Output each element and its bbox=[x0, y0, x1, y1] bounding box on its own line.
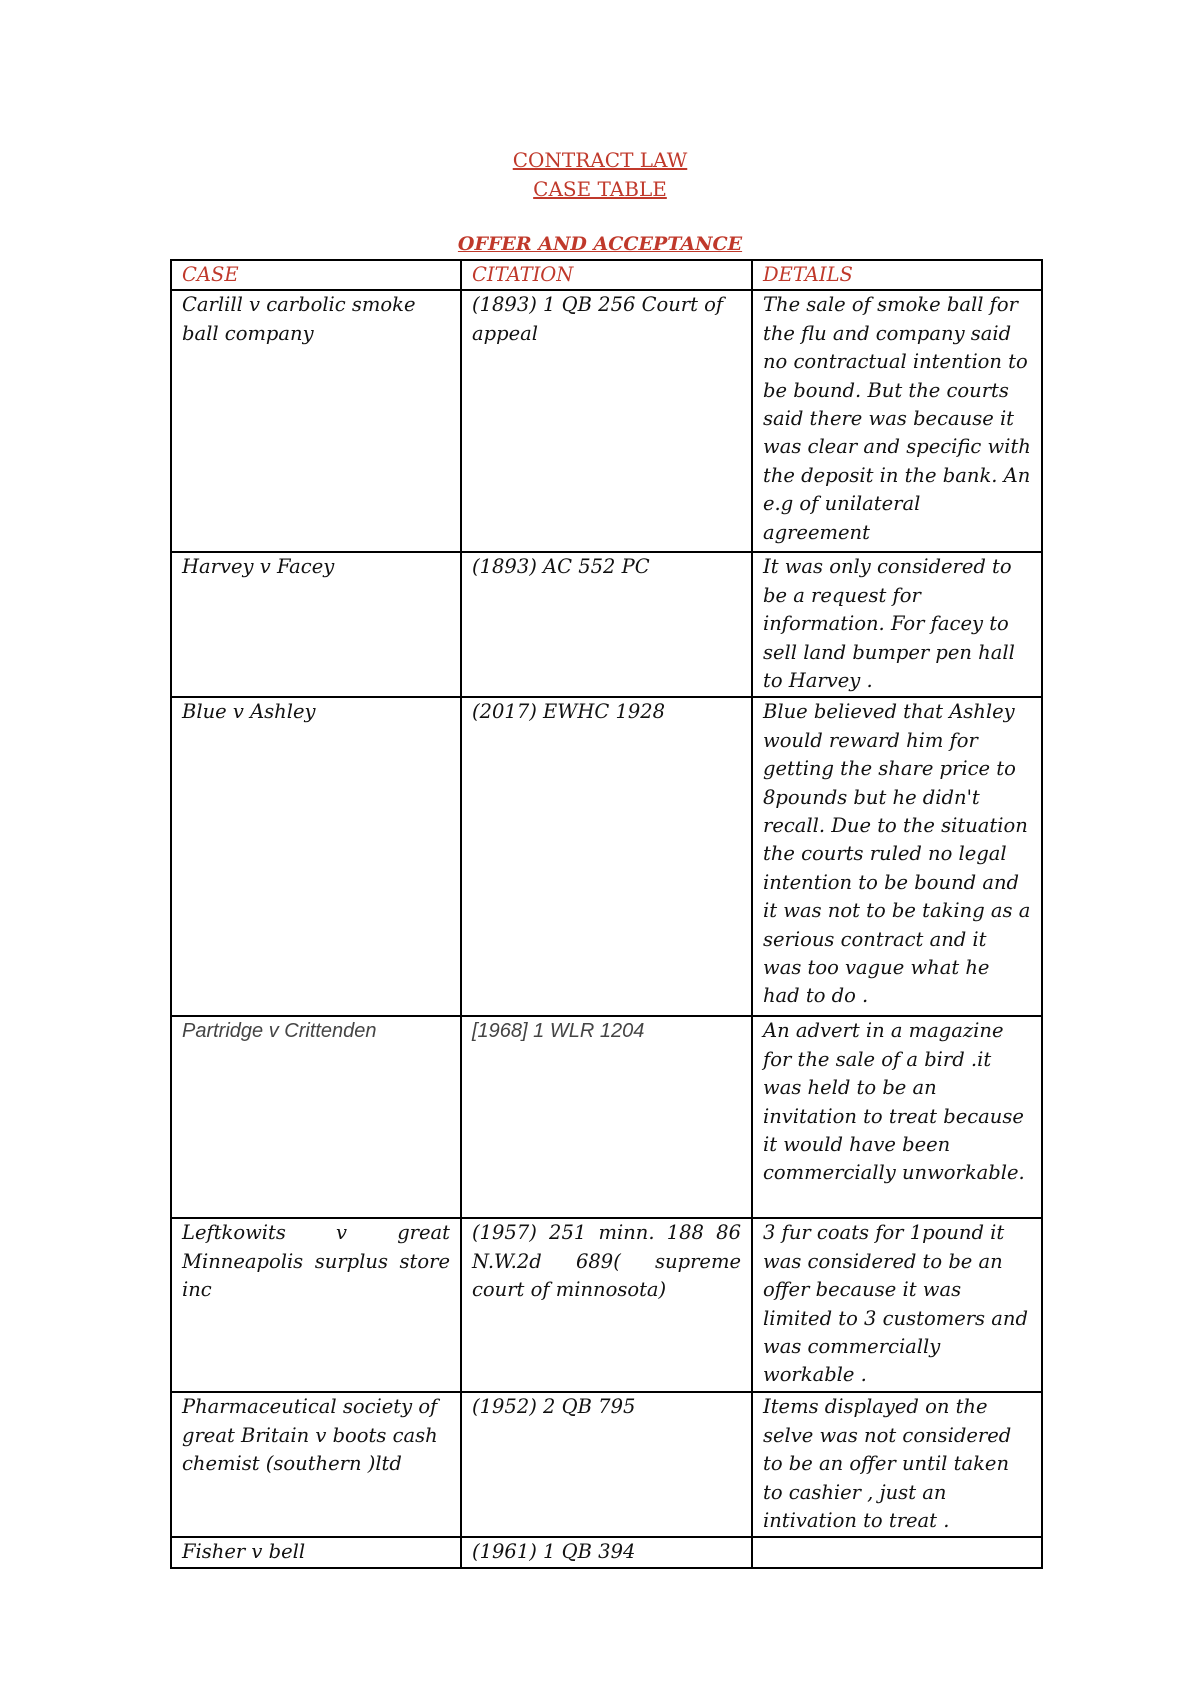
citation-cell: (1893) AC 552 PC bbox=[461, 552, 752, 697]
case-table bbox=[170, 259, 1043, 1569]
citation-cell: [1968] 1 WLR 1204 bbox=[461, 1016, 752, 1218]
header-case: CASE bbox=[171, 260, 461, 290]
details-cell: It was only considered to be a request for information. For facey to sell land bumper pen hall to Harvey . bbox=[752, 552, 1042, 697]
details-cell: The sale of smoke ball for the flu and company said no contractual intention to be bound. But the courts said there was because it was clear and specific with the deposit in the bank. An e.g of unilateral agreement bbox=[752, 290, 1042, 552]
case-cell: Harvey v Facey bbox=[171, 552, 461, 697]
citation-line: (1957) 251 minn. 188 86 bbox=[472, 1221, 741, 1245]
table-row bbox=[171, 1218, 1042, 1392]
header-details: DETAILS bbox=[752, 260, 1042, 290]
citation-cell bbox=[461, 1218, 752, 1392]
details-cell: Items displayed on the selve was not considered to be an offer until taken to cashier , just an intivation to treat . bbox=[752, 1392, 1042, 1537]
table-row bbox=[171, 290, 1042, 552]
citation-cell: (1952) 2 QB 795 bbox=[461, 1392, 752, 1537]
citation-line: court of minnosota) bbox=[472, 1278, 667, 1302]
table-row bbox=[171, 1016, 1042, 1218]
table-row bbox=[171, 1537, 1042, 1567]
case-cell: Fisher v bell bbox=[171, 1537, 461, 1567]
citation-line: N.W.2d 689( supreme bbox=[472, 1249, 741, 1273]
document-title: CONTRACT LAW bbox=[512, 148, 688, 172]
header-citation: CITATION bbox=[461, 260, 752, 290]
case-cell: Pharmaceutical society of great Britain v boots cash chemist (southern )ltd bbox=[171, 1392, 461, 1537]
case-line: inc bbox=[182, 1278, 212, 1302]
document-subtitle: CASE TABLE bbox=[533, 177, 667, 201]
table-header-row bbox=[171, 260, 1042, 290]
case-line: Minneapolis surplus store bbox=[182, 1249, 450, 1273]
details-cell bbox=[752, 1537, 1042, 1567]
table-row bbox=[171, 697, 1042, 1016]
citation-cell: (2017) EWHC 1928 bbox=[461, 697, 752, 1016]
table-row bbox=[171, 552, 1042, 697]
details-cell: An advert in a magazine for the sale of a bird .it was held to be an invitation to treat because it would have been commercially unworkable. bbox=[752, 1016, 1042, 1218]
case-line: Leftkowits v great bbox=[182, 1221, 450, 1245]
case-cell: Blue v Ashley bbox=[171, 697, 461, 1016]
case-cell bbox=[171, 1218, 461, 1392]
details-cell: 3 fur coats for 1pound it was considered to be an offer because it was limited to 3 customers and was commercially workable . bbox=[752, 1218, 1042, 1392]
details-cell: Blue believed that Ashley would reward him for getting the share price to 8pounds but he didn't recall. Due to the situation the courts ruled no legal intention to be bound and it was not to be taking as a serious contract and it was too vague what he had to do . bbox=[752, 697, 1042, 1016]
case-cell: Carlill v carbolic smoke ball company bbox=[171, 290, 461, 552]
citation-cell: (1893) 1 QB 256 Court of appeal bbox=[461, 290, 752, 552]
section-title: OFFER AND ACCEPTANCE bbox=[457, 233, 743, 255]
citation-cell: (1961) 1 QB 394 bbox=[461, 1537, 752, 1567]
table-row bbox=[171, 1392, 1042, 1537]
case-cell: Partridge v Crittenden bbox=[171, 1016, 461, 1218]
